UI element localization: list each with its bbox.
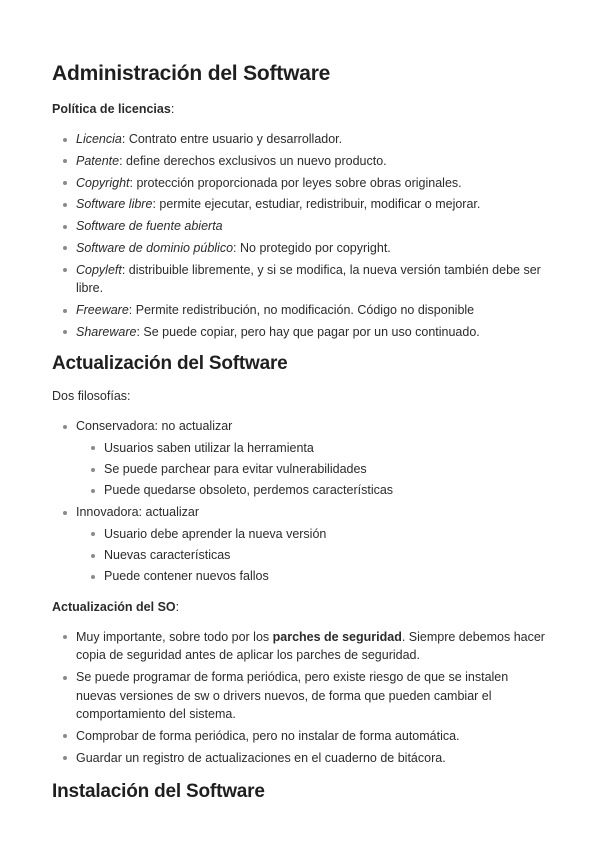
list-item: Nuevas características (104, 546, 548, 565)
list-item (76, 217, 548, 236)
so-heading (52, 598, 548, 616)
list-item-bold: parches de seguridad (272, 629, 402, 644)
list-item (76, 301, 548, 320)
actualizacion-intro: Dos filosofías: (52, 389, 131, 404)
so-heading-colon: : (175, 599, 180, 614)
list-item (76, 195, 548, 214)
list-item-text: : Permite redistribución, no modificación. Código no disponible (128, 303, 475, 318)
licencias-heading (52, 100, 548, 118)
list-item: Se puede programar de forma periódica, pero existe riesgo de que se instalen nuevas versiones de sw o drivers nuevos, de forma que pueden cambiar el comportamiento del sistema. (76, 668, 548, 724)
list-item: Se puede parchear para evitar vulnerabilidades (104, 460, 548, 479)
list-item-text: : No protegido por copyright. (233, 240, 391, 255)
list-item: Usuario debe aprender la nueva versión (104, 525, 548, 544)
list-item-text: : protección proporcionada por leyes sobre obras originales. (129, 175, 462, 190)
list-item: Puede contener nuevos fallos (104, 567, 548, 586)
list-item (76, 130, 548, 149)
section-heading-instalacion: Instalación del Software (52, 781, 265, 803)
filosofias-list (52, 417, 548, 585)
list-item-term: Patente (76, 153, 120, 168)
list-item-term: Freeware (76, 303, 129, 318)
list-item-conservadora (76, 417, 548, 500)
list-item-term: Copyright (76, 175, 130, 190)
list-item-term: Shareware (76, 324, 137, 339)
list-item-innovadora (76, 503, 548, 586)
list-item (76, 152, 548, 171)
list-item-term: Software libre (76, 197, 153, 212)
list-item-text: : distribuible libremente, y si se modifica, la nueva versión también debe ser libre. (76, 262, 541, 296)
list-item (76, 323, 548, 342)
list-item-term: Software de dominio público (76, 240, 234, 255)
list-item (76, 239, 548, 258)
list-item-text: Muy importante, sobre todo por los (76, 629, 273, 644)
conservadora-sublist (76, 439, 548, 500)
list-item: Comprobar de forma periódica, pero no instalar de forma automática. (76, 727, 548, 746)
list-item-text: : Se puede copiar, pero hay que pagar por un uso continuado. (136, 324, 480, 339)
list-item-term: Copyleft (76, 262, 122, 277)
list-item-text: Innovadora: actualizar (76, 505, 199, 520)
list-item-term: Software de fuente abierta (76, 219, 223, 234)
list-item-text: : permite ejecutar, estudiar, redistribuir, modificar o mejorar. (152, 197, 481, 212)
list-item-text: . Siempre debemos hacer copia de seguridad antes de aplicar los parches de seguridad. (76, 629, 545, 663)
list-item: Guardar un registro de actualizaciones en el cuaderno de bitácora. (76, 749, 548, 768)
section-heading-actualizacion: Actualización del Software (52, 353, 288, 375)
innovadora-sublist (76, 525, 548, 586)
so-list (52, 628, 548, 767)
list-item (76, 261, 548, 298)
list-item-text: Conservadora: no actualizar (76, 419, 233, 434)
list-item: Usuarios saben utilizar la herramienta (104, 439, 548, 458)
page-title: Administración del Software (52, 62, 331, 85)
list-item-term: Licencia (76, 132, 122, 146)
licencias-heading-text: Política de licencias (52, 102, 171, 116)
list-item: Puede quedarse obsoleto, perdemos características (104, 481, 548, 500)
list-item-text: : define derechos exclusivos un nuevo producto. (119, 153, 387, 168)
list-item (76, 174, 548, 193)
so-heading-text: Actualización del SO (52, 599, 176, 614)
list-item (76, 628, 548, 665)
list-item-text: : Contrato entre usuario y desarrollador. (121, 132, 343, 146)
licencias-list (52, 130, 548, 341)
licencias-heading-colon: : (170, 102, 175, 116)
